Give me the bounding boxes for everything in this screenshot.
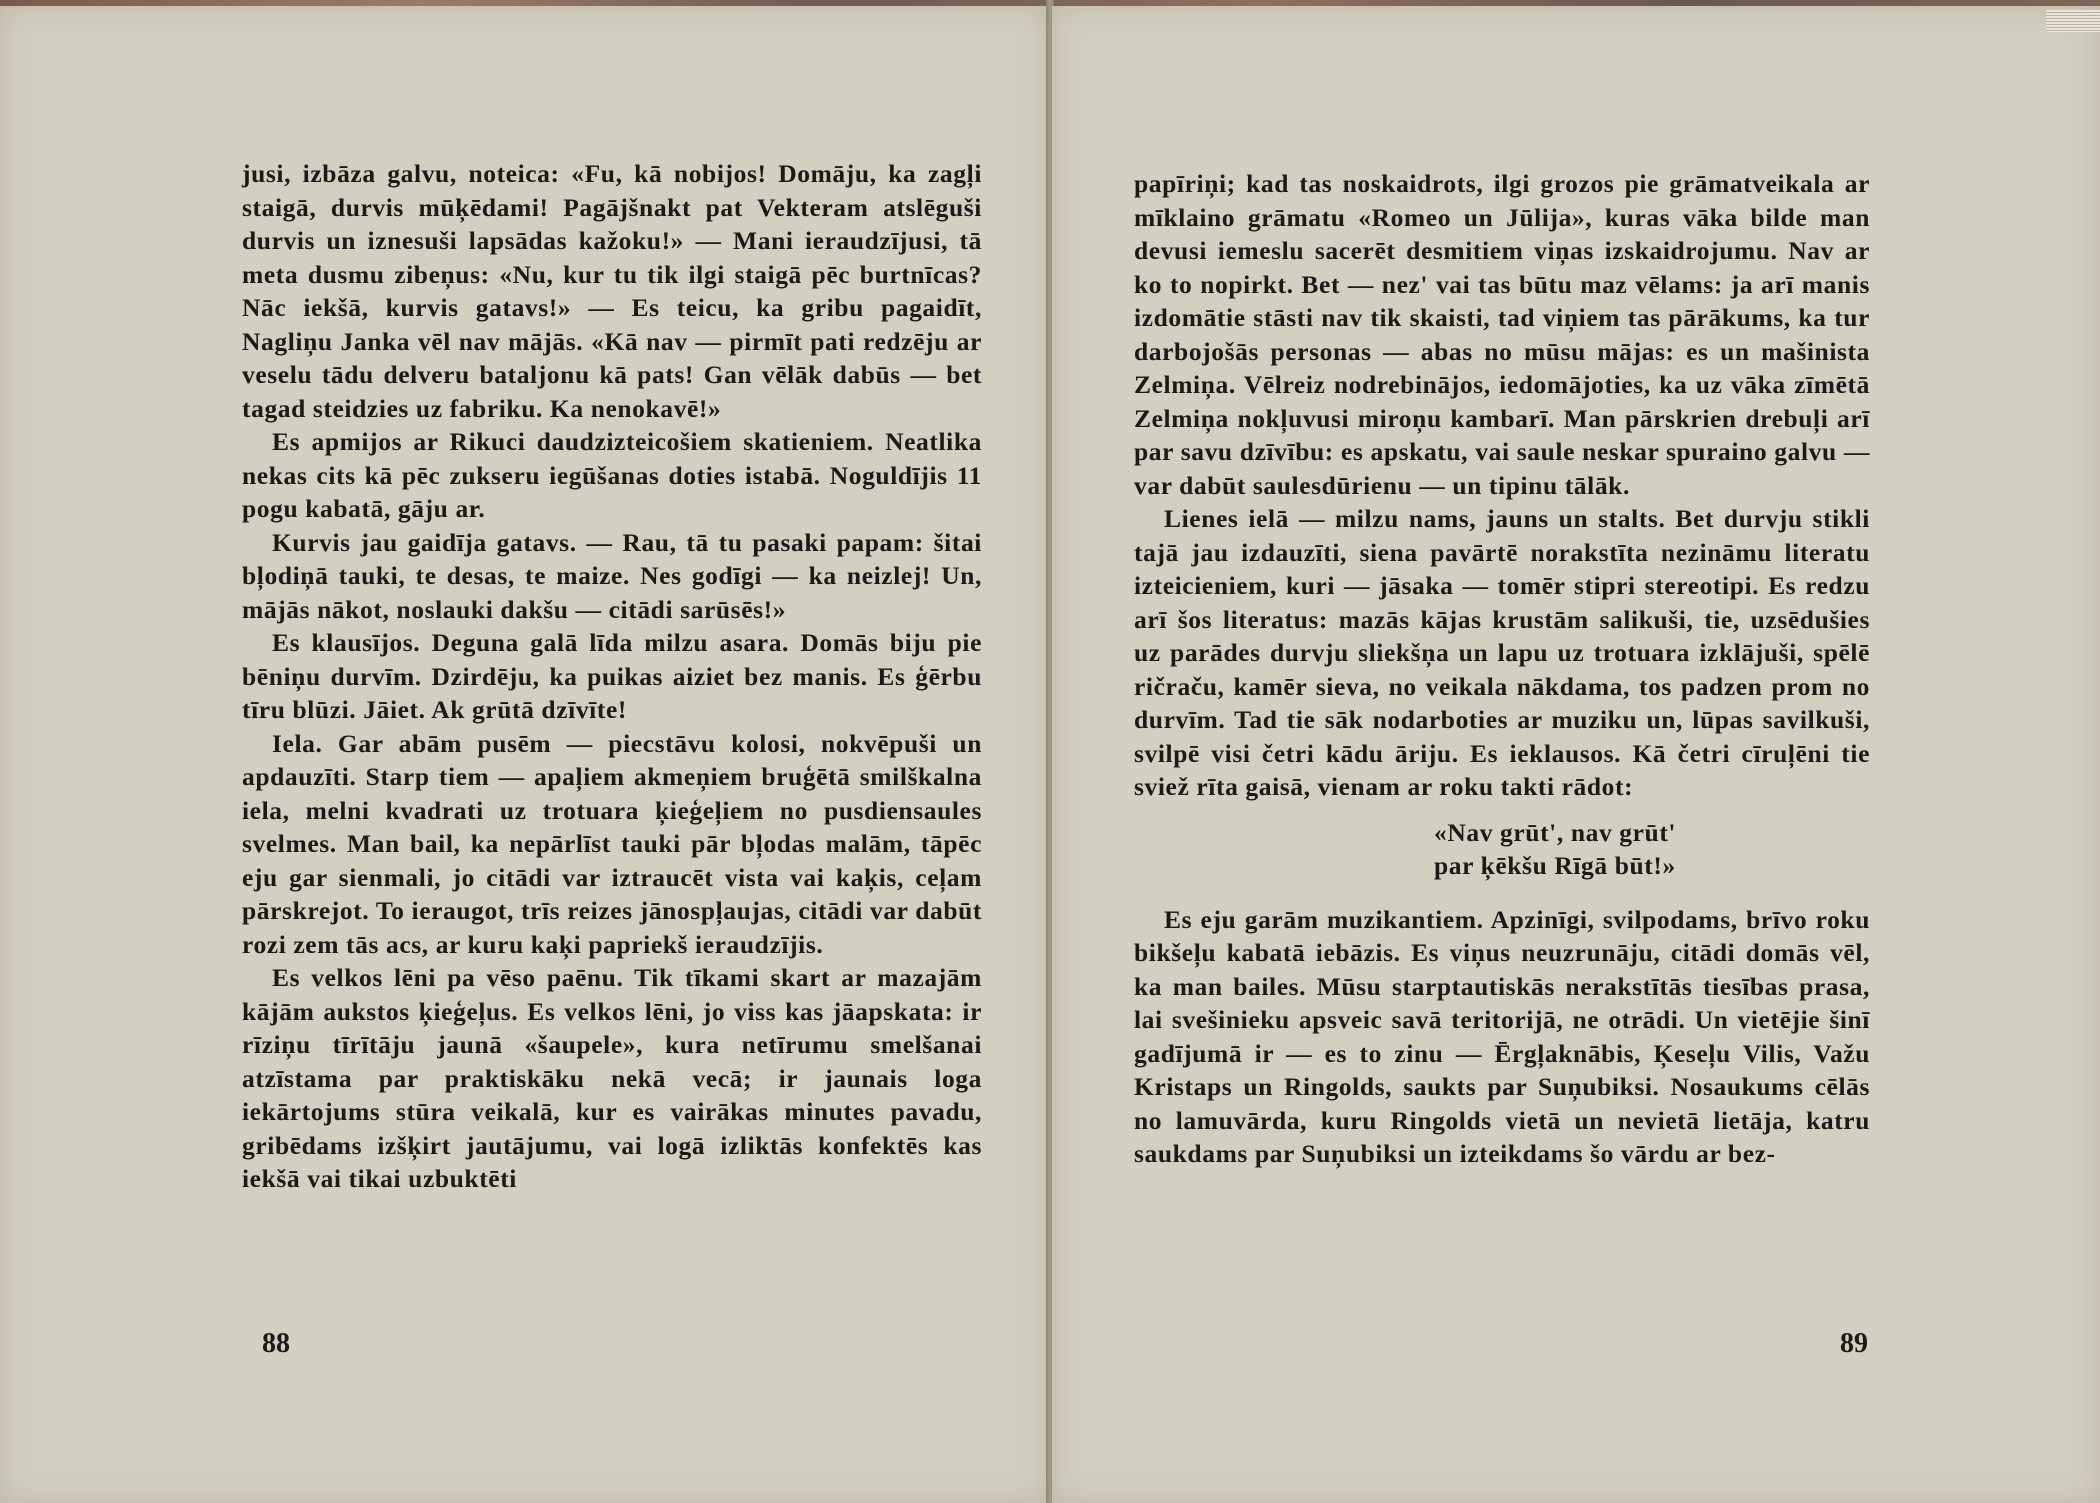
paragraph: Es eju garām muzikantiem. Apzinīgi, svilpodams, brīvo roku bikšeļu kabatā iebāzis. Es viņus neuzrunāju, citādi domās vēl, ka man bailes. Mūsu starptautiskās nerakstītās tiesības prasa, lai svešinieku apsveic savā teritorijā, ne otrādi. Un vietējie šinī gadījumā ir — es to zinu — Ērgļaknābis, Ķeseļu Vilis, Važu Kristaps un Ringolds, saukts par Suņubiksi. Nosaukums cēlās no lamuvārda, kuru Ringolds vietā un nevietā lietāja, katru saukdams par Suņubiksi un izteikdams šo vārdu ar bez- bbox=[1134, 904, 1870, 1168]
verse-line: par ķēkšu Rīgā būt!» bbox=[1434, 851, 1676, 880]
paragraph: Lienes ielā — milzu nams, jauns un stalts. Bet durvju stikli tajā jau izdauzīti, siena pavārtē norakstīta nezināmu literatu izteicieniem, kuri — jāsaka — tomēr stipri stereotipi. Es redzu arī šos literatus: mazās kājas krustām salikuši, tie, uzsēdušies uz parādes durvju sliekšņa un lapu uz trotuara izklājuši, spēlē ričraču, kamēr sieva, no veikala nākdama, tos padzen prom no durvīm. Tad tie sāk nodarboties ar muziku un, lūpas savilkuši, svilpē visi četri kādu āriju. Es ieklausos. Kā četri cīruļēni tie sviež rīta gaisā, vienam ar roku takti rādot: bbox=[1134, 504, 1870, 801]
right-page-text bbox=[1134, 167, 1870, 1171]
paragraph: papīriņi; kad tas noskaidrots, ilgi grozos pie grāmatveikala ar mīklaino grāmatu «Romeo un Jūlija», kuras vāka bilde man devusi iemeslu sacerēt desmitiem viņas izskaidrojumu. Nav ar ko to nopirkt. Bet — nez' vai tas būtu maz vēlams: ja arī manis izdomātie stāsti nav tik skaisti, tad viņiem tas pārākums, ka tur darbojošās personas — abas no mūsu mājas: es un mašinista Zelmiņa. Vēlreiz nodrebinājos, iedomājoties, ka uz vāka zīmētā Zelmiņa nokļuvusi miroņu kambarī. Man pārskrien drebuļi arī par savu dzīvību: es apskatu, vai saule neskar spuraino galvu — var dabūt saulesdūrienu — un tipinu tālāk. bbox=[1134, 169, 1870, 500]
paragraph: Kurvis jau gaidīja gatavs. — Rau, tā tu pasaki papam: šitai bļodiņā tauki, te desas, te maize. Nes godīgi — ka neizlej! Un, mājās nākot, noslauki dakšu — citādi sarūsēs!» bbox=[242, 527, 982, 624]
paragraph: Iela. Gar abām pusēm — piecstāvu kolosi, nokvēpuši un apdauzīti. Starp tiem — apaļiem akmeņiem bruģētā smilškalna iela, melni kvadrati uz trotuara ķieģeļiem no pusdiensaules svelmes. Man bail, ka nepārlīst tauki pār bļodas malām, tāpēc eju gar sienmali, jo citādi var iztraucēt vista vai kaķis, ceļam pārskrejot. To ieraugot, trīs reizes jānospļaujas, citādi var dabūt rozi zem tās acs, ar kuru kaķi papriekš ieraudzījis. bbox=[242, 728, 982, 959]
verse-line: «Nav grūt', nav grūt' bbox=[1434, 817, 1677, 847]
right-page bbox=[1052, 6, 2100, 1503]
verse bbox=[1134, 816, 1870, 883]
paragraph: jusi, izbāza galvu, noteica: «Fu, kā nobijos! Domāju, ka zagļi staigā, durvis mūķēdami! Pagājšnakt pat Vekteram atslēguši durvis un iznesuši lapsādas kažoku!» — Mani ieraudzījusi, tā meta dusmu zibeņus: «Nu, kur tu tik ilgi staigā pēc burtnīcas? Nāc iekšā, kurvis gatavs!» — Es teicu, ka gribu pagaidīt, Nagliņu Janka vēl nav mājās. «Kā nav — pirmīt pati redzēju ar veselu tādu delveru bataljonu kā pats! Gan vēlāk dabūs — bet tagad steidzies uz fabriku. Ka nenokavē!» bbox=[242, 159, 982, 423]
paragraph: Es apmijos ar Rikuci daudzizteicošiem skatieniem. Neatlika nekas cits kā pēc zukseru iegūšanas doties istabā. Noguldījis 11 pogu kabatā, gāju ar. bbox=[242, 427, 982, 523]
page-number: 89 bbox=[1840, 1328, 1868, 1359]
left-page-text bbox=[242, 157, 982, 1196]
page-number: 88 bbox=[262, 1328, 290, 1359]
paragraph: Es velkos lēni pa vēso paēnu. Tik tīkami skart ar mazajām kājām aukstos ķieģeļus. Es velkos lēni, jo viss kas jāapskata: ir rīziņu tīrītāju jaunā «šaupele», kura netīrumu smelšanai atzīstama par praktiskāku nekā vecā; ir jaunais loga iekārtojums stūra veikalā, kur es vairākas minutes pavadu, gribēdams izšķirt jautājumu, vai logā izliktās konfektēs kas iekšā vai tikai uzbuktēti bbox=[242, 963, 982, 1193]
left-page bbox=[0, 6, 1050, 1503]
paragraph: Es klausījos. Deguna galā līda milzu asara. Domās biju pie bēniņu durvīm. Dzirdēju, ka puikas aiziet bez manis. Es ģērbu tīru blūzi. Jāiet. Ak grūtā dzīvīte! bbox=[242, 628, 982, 724]
page-edges bbox=[2046, 10, 2100, 32]
